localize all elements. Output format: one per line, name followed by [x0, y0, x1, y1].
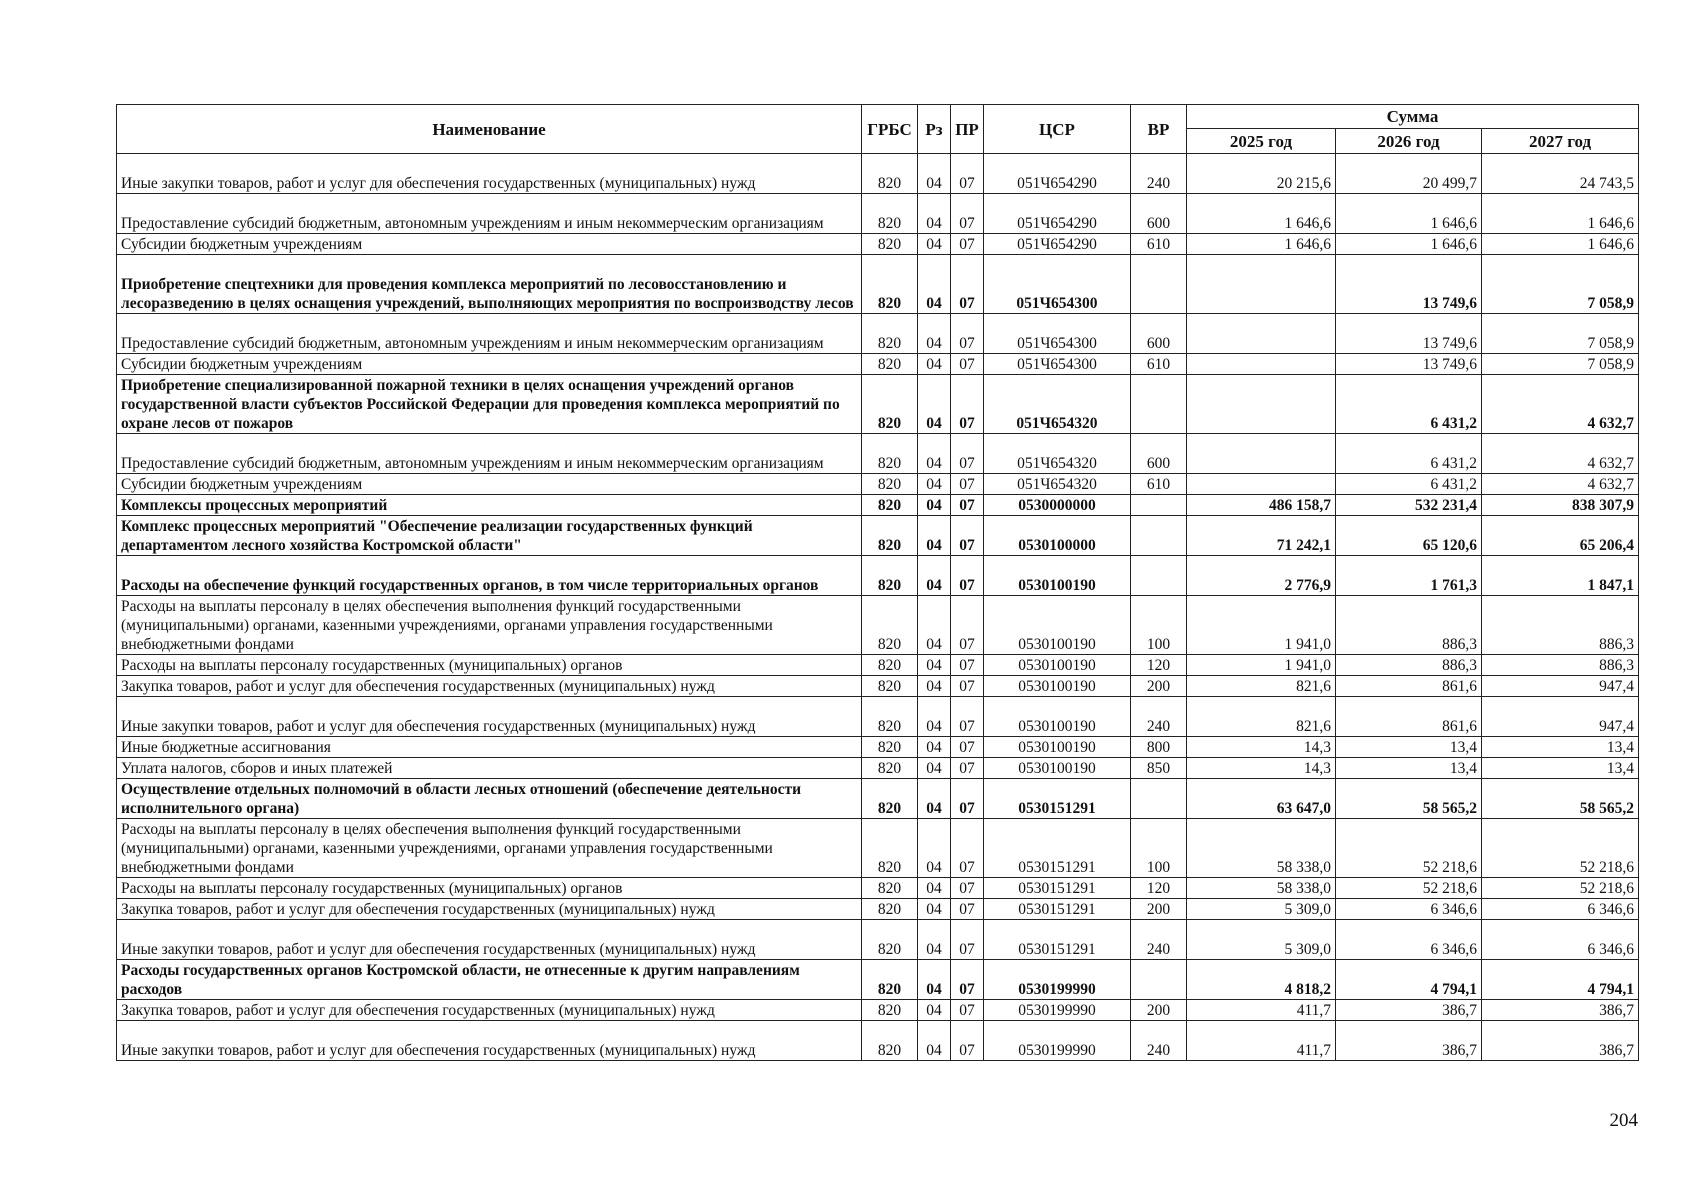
cell-2027: 1 847,1	[1482, 556, 1639, 596]
cell-rz: 04	[918, 234, 951, 255]
cell-rz: 04	[918, 474, 951, 495]
cell-2026: 1 646,6	[1336, 234, 1482, 255]
cell-pr: 07	[951, 495, 984, 516]
cell-name: Закупка товаров, работ и услуг для обеспечения государственных (муниципальных) нужд	[117, 899, 862, 920]
cell-2025	[1187, 474, 1336, 495]
cell-name: Приобретение спецтехники для проведения комплекса мероприятий по лесовосстановлению и лесоразведению в целях оснащения учреждений, выполняющих мероприятия по воспроизводству лесов	[117, 255, 862, 314]
cell-2025: 821,6	[1187, 697, 1336, 737]
cell-rz: 04	[918, 758, 951, 779]
cell-2026: 52 218,6	[1336, 819, 1482, 878]
col-header-csr: ЦСР	[984, 105, 1131, 154]
cell-csr: 051Ч654300	[984, 354, 1131, 375]
cell-2027: 65 206,4	[1482, 516, 1639, 556]
cell-2026: 6 346,6	[1336, 920, 1482, 960]
table-row	[117, 920, 1639, 960]
cell-rz: 04	[918, 779, 951, 819]
cell-2027: 24 743,5	[1482, 154, 1639, 194]
cell-csr: 051Ч654320	[984, 434, 1131, 474]
cell-name: Иные закупки товаров, работ и услуг для обеспечения государственных (муниципальных) нужд	[117, 697, 862, 737]
table-row	[117, 516, 1639, 556]
cell-grbs: 820	[862, 495, 918, 516]
cell-rz: 04	[918, 737, 951, 758]
table-row	[117, 434, 1639, 474]
cell-2027: 4 632,7	[1482, 434, 1639, 474]
cell-name: Расходы на выплаты персоналу государственных (муниципальных) органов	[117, 878, 862, 899]
cell-2026: 886,3	[1336, 655, 1482, 676]
cell-name: Субсидии бюджетным учреждениям	[117, 354, 862, 375]
cell-grbs: 820	[862, 1000, 918, 1021]
cell-2027: 7 058,9	[1482, 314, 1639, 354]
cell-pr: 07	[951, 516, 984, 556]
table-row	[117, 960, 1639, 1000]
cell-pr: 07	[951, 779, 984, 819]
cell-2025: 63 647,0	[1187, 779, 1336, 819]
cell-name: Предоставление субсидий бюджетным, автономным учреждениям и иным некоммерческим организациям	[117, 194, 862, 234]
cell-grbs: 820	[862, 314, 918, 354]
cell-name: Закупка товаров, работ и услуг для обеспечения государственных (муниципальных) нужд	[117, 1000, 862, 1021]
cell-grbs: 820	[862, 1021, 918, 1061]
cell-csr: 0530151291	[984, 878, 1131, 899]
cell-2025: 58 338,0	[1187, 878, 1336, 899]
cell-csr: 0530100190	[984, 556, 1131, 596]
cell-csr: 0530199990	[984, 1000, 1131, 1021]
col-header-vr: ВР	[1131, 105, 1187, 154]
cell-2025: 20 215,6	[1187, 154, 1336, 194]
cell-2027: 838 307,9	[1482, 495, 1639, 516]
table-row	[117, 354, 1639, 375]
cell-2027: 886,3	[1482, 596, 1639, 655]
cell-name: Иные бюджетные ассигнования	[117, 737, 862, 758]
cell-2025: 411,7	[1187, 1021, 1336, 1061]
cell-pr: 07	[951, 655, 984, 676]
cell-rz: 04	[918, 516, 951, 556]
cell-2026: 58 565,2	[1336, 779, 1482, 819]
cell-2027: 6 346,6	[1482, 899, 1639, 920]
cell-grbs: 820	[862, 556, 918, 596]
cell-2027: 4 632,7	[1482, 474, 1639, 495]
cell-rz: 04	[918, 697, 951, 737]
cell-2026: 20 499,7	[1336, 154, 1482, 194]
cell-csr: 051Ч654290	[984, 154, 1131, 194]
cell-grbs: 820	[862, 596, 918, 655]
cell-csr: 051Ч654320	[984, 474, 1131, 495]
cell-csr: 0530100000	[984, 516, 1131, 556]
cell-pr: 07	[951, 1000, 984, 1021]
cell-grbs: 820	[862, 434, 918, 474]
table-body	[117, 154, 1639, 1061]
table-row	[117, 878, 1639, 899]
cell-vr	[1131, 375, 1187, 434]
cell-grbs: 820	[862, 758, 918, 779]
cell-vr: 610	[1131, 474, 1187, 495]
cell-grbs: 820	[862, 194, 918, 234]
cell-vr	[1131, 556, 1187, 596]
cell-2025: 2 776,9	[1187, 556, 1336, 596]
table-row	[117, 596, 1639, 655]
cell-2027: 7 058,9	[1482, 354, 1639, 375]
cell-grbs: 820	[862, 375, 918, 434]
cell-pr: 07	[951, 697, 984, 737]
cell-vr	[1131, 779, 1187, 819]
cell-name: Предоставление субсидий бюджетным, автономным учреждениям и иным некоммерческим организациям	[117, 434, 862, 474]
cell-pr: 07	[951, 354, 984, 375]
cell-2026: 386,7	[1336, 1021, 1482, 1061]
table-row	[117, 899, 1639, 920]
cell-csr: 0530100190	[984, 758, 1131, 779]
cell-name: Субсидии бюджетным учреждениям	[117, 474, 862, 495]
table-row	[117, 676, 1639, 697]
cell-2025: 1 646,6	[1187, 234, 1336, 255]
cell-csr: 0530151291	[984, 779, 1131, 819]
table-row	[117, 758, 1639, 779]
col-header-grbs: ГРБС	[862, 105, 918, 154]
cell-pr: 07	[951, 314, 984, 354]
cell-rz: 04	[918, 255, 951, 314]
cell-grbs: 820	[862, 154, 918, 194]
cell-2026: 861,6	[1336, 676, 1482, 697]
cell-rz: 04	[918, 154, 951, 194]
cell-2027: 58 565,2	[1482, 779, 1639, 819]
cell-rz: 04	[918, 676, 951, 697]
cell-rz: 04	[918, 1000, 951, 1021]
table-row	[117, 375, 1639, 434]
cell-2026: 4 794,1	[1336, 960, 1482, 1000]
cell-grbs: 820	[862, 516, 918, 556]
page-number: 204	[1609, 1110, 1638, 1131]
cell-name: Расходы на обеспечение функций государственных органов, в том числе территориальных органов	[117, 556, 862, 596]
cell-2025: 5 309,0	[1187, 899, 1336, 920]
cell-name: Субсидии бюджетным учреждениям	[117, 234, 862, 255]
cell-2025: 14,3	[1187, 737, 1336, 758]
cell-grbs: 820	[862, 234, 918, 255]
col-header-rz: Рз	[918, 105, 951, 154]
cell-csr: 0530100190	[984, 596, 1131, 655]
cell-csr: 0530000000	[984, 495, 1131, 516]
table-row	[117, 234, 1639, 255]
cell-csr: 051Ч654300	[984, 255, 1131, 314]
cell-2026: 1 761,3	[1336, 556, 1482, 596]
cell-vr: 200	[1131, 899, 1187, 920]
cell-2026: 6 431,2	[1336, 434, 1482, 474]
cell-name: Комплекс процессных мероприятий "Обеспечение реализации государственных функций департаментом лесного хозяйства Костромской области"	[117, 516, 862, 556]
cell-2027: 4 632,7	[1482, 375, 1639, 434]
cell-name: Иные закупки товаров, работ и услуг для обеспечения государственных (муниципальных) нужд	[117, 920, 862, 960]
cell-2027: 386,7	[1482, 1000, 1639, 1021]
cell-rz: 04	[918, 434, 951, 474]
cell-vr: 120	[1131, 655, 1187, 676]
cell-2027: 1 646,6	[1482, 234, 1639, 255]
budget-table-sheet	[116, 104, 1638, 1061]
cell-2025: 71 242,1	[1187, 516, 1336, 556]
cell-2026: 13 749,6	[1336, 314, 1482, 354]
cell-2025	[1187, 434, 1336, 474]
cell-2027: 886,3	[1482, 655, 1639, 676]
cell-vr	[1131, 255, 1187, 314]
col-header-name: Наименование	[117, 105, 862, 154]
cell-csr: 0530151291	[984, 920, 1131, 960]
cell-vr: 610	[1131, 234, 1187, 255]
cell-2025	[1187, 354, 1336, 375]
table-row	[117, 314, 1639, 354]
cell-pr: 07	[951, 234, 984, 255]
cell-2027: 13,4	[1482, 737, 1639, 758]
cell-vr	[1131, 960, 1187, 1000]
cell-pr: 07	[951, 819, 984, 878]
cell-csr: 0530199990	[984, 960, 1131, 1000]
cell-grbs: 820	[862, 255, 918, 314]
cell-2025: 1 646,6	[1187, 194, 1336, 234]
cell-name: Осуществление отдельных полномочий в области лесных отношений (обеспечение деятельности исполнительного органа)	[117, 779, 862, 819]
cell-pr: 07	[951, 758, 984, 779]
cell-rz: 04	[918, 819, 951, 878]
table-row	[117, 819, 1639, 878]
cell-2027: 7 058,9	[1482, 255, 1639, 314]
cell-vr: 240	[1131, 697, 1187, 737]
cell-rz: 04	[918, 960, 951, 1000]
cell-pr: 07	[951, 194, 984, 234]
cell-name: Предоставление субсидий бюджетным, автономным учреждениям и иным некоммерческим организациям	[117, 314, 862, 354]
cell-name: Закупка товаров, работ и услуг для обеспечения государственных (муниципальных) нужд	[117, 676, 862, 697]
cell-2027: 1 646,6	[1482, 194, 1639, 234]
cell-grbs: 820	[862, 779, 918, 819]
cell-vr: 120	[1131, 878, 1187, 899]
cell-2026: 386,7	[1336, 1000, 1482, 1021]
table-row	[117, 655, 1639, 676]
cell-2027: 52 218,6	[1482, 878, 1639, 899]
cell-vr: 240	[1131, 920, 1187, 960]
cell-2027: 6 346,6	[1482, 920, 1639, 960]
cell-vr: 200	[1131, 676, 1187, 697]
cell-2026: 13,4	[1336, 758, 1482, 779]
cell-grbs: 820	[862, 920, 918, 960]
cell-csr: 0530100190	[984, 737, 1131, 758]
cell-2025: 14,3	[1187, 758, 1336, 779]
cell-vr: 850	[1131, 758, 1187, 779]
col-header-pr: ПР	[951, 105, 984, 154]
cell-2027: 4 794,1	[1482, 960, 1639, 1000]
cell-2026: 6 431,2	[1336, 474, 1482, 495]
cell-2025: 411,7	[1187, 1000, 1336, 1021]
cell-csr: 0530151291	[984, 819, 1131, 878]
table-row	[117, 556, 1639, 596]
cell-csr: 0530151291	[984, 899, 1131, 920]
cell-2026: 886,3	[1336, 596, 1482, 655]
cell-rz: 04	[918, 495, 951, 516]
cell-rz: 04	[918, 920, 951, 960]
cell-grbs: 820	[862, 878, 918, 899]
cell-csr: 051Ч654300	[984, 314, 1131, 354]
cell-2027: 52 218,6	[1482, 819, 1639, 878]
cell-vr: 800	[1131, 737, 1187, 758]
cell-grbs: 820	[862, 474, 918, 495]
cell-2027: 13,4	[1482, 758, 1639, 779]
cell-2025: 1 941,0	[1187, 655, 1336, 676]
cell-csr: 051Ч654320	[984, 375, 1131, 434]
cell-name: Уплата налогов, сборов и иных платежей	[117, 758, 862, 779]
cell-vr: 600	[1131, 434, 1187, 474]
table-row	[117, 194, 1639, 234]
cell-2026: 65 120,6	[1336, 516, 1482, 556]
cell-csr: 051Ч654290	[984, 234, 1131, 255]
cell-grbs: 820	[862, 697, 918, 737]
cell-pr: 07	[951, 737, 984, 758]
cell-pr: 07	[951, 375, 984, 434]
cell-name: Расходы на выплаты персоналу государственных (муниципальных) органов	[117, 655, 862, 676]
cell-pr: 07	[951, 596, 984, 655]
cell-pr: 07	[951, 1021, 984, 1061]
cell-2026: 861,6	[1336, 697, 1482, 737]
cell-2026: 1 646,6	[1336, 194, 1482, 234]
cell-csr: 0530100190	[984, 655, 1131, 676]
cell-name: Иные закупки товаров, работ и услуг для обеспечения государственных (муниципальных) нужд	[117, 1021, 862, 1061]
cell-2026: 6 346,6	[1336, 899, 1482, 920]
cell-csr: 0530100190	[984, 697, 1131, 737]
cell-rz: 04	[918, 375, 951, 434]
cell-pr: 07	[951, 899, 984, 920]
cell-2027: 386,7	[1482, 1021, 1639, 1061]
cell-name: Расходы на выплаты персоналу в целях обеспечения выполнения функций государственными (муниципальными) органами, казенными учреждениями, органами управления государственными внебюджетными фондами	[117, 819, 862, 878]
cell-2025: 5 309,0	[1187, 920, 1336, 960]
cell-2025: 821,6	[1187, 676, 1336, 697]
cell-grbs: 820	[862, 354, 918, 375]
cell-2026: 532 231,4	[1336, 495, 1482, 516]
cell-pr: 07	[951, 960, 984, 1000]
table-header	[117, 105, 1639, 154]
table-row	[117, 474, 1639, 495]
cell-2026: 52 218,6	[1336, 878, 1482, 899]
cell-rz: 04	[918, 556, 951, 596]
cell-2026: 13,4	[1336, 737, 1482, 758]
cell-rz: 04	[918, 354, 951, 375]
cell-grbs: 820	[862, 960, 918, 1000]
cell-pr: 07	[951, 878, 984, 899]
cell-grbs: 820	[862, 676, 918, 697]
cell-2025: 1 941,0	[1187, 596, 1336, 655]
cell-name: Комплексы процессных мероприятий	[117, 495, 862, 516]
cell-2027: 947,4	[1482, 676, 1639, 697]
table-row	[117, 255, 1639, 314]
cell-vr: 100	[1131, 819, 1187, 878]
cell-rz: 04	[918, 878, 951, 899]
cell-grbs: 820	[862, 655, 918, 676]
cell-pr: 07	[951, 434, 984, 474]
cell-vr	[1131, 495, 1187, 516]
cell-2025	[1187, 314, 1336, 354]
cell-2027: 947,4	[1482, 697, 1639, 737]
cell-csr: 0530199990	[984, 1021, 1131, 1061]
cell-rz: 04	[918, 655, 951, 676]
cell-name: Иные закупки товаров, работ и услуг для обеспечения государственных (муниципальных) нужд	[117, 154, 862, 194]
cell-pr: 07	[951, 676, 984, 697]
col-header-2027: 2027 год	[1482, 129, 1639, 154]
cell-pr: 07	[951, 255, 984, 314]
cell-2025	[1187, 255, 1336, 314]
table-row	[117, 1000, 1639, 1021]
cell-2025: 486 158,7	[1187, 495, 1336, 516]
cell-rz: 04	[918, 596, 951, 655]
table-row	[117, 495, 1639, 516]
cell-2025: 58 338,0	[1187, 819, 1336, 878]
cell-rz: 04	[918, 194, 951, 234]
cell-vr: 610	[1131, 354, 1187, 375]
table-row	[117, 1021, 1639, 1061]
cell-rz: 04	[918, 899, 951, 920]
cell-name: Приобретение специализированной пожарной техники в целях оснащения учреждений органов государственной власти субъектов Российской Федерации для проведения комплекса мероприятий по охране лесов от пожаров	[117, 375, 862, 434]
cell-csr: 0530100190	[984, 676, 1131, 697]
cell-rz: 04	[918, 1021, 951, 1061]
cell-name: Расходы государственных органов Костромской области, не отнесенные к другим направлениям расходов	[117, 960, 862, 1000]
budget-table	[116, 104, 1639, 1061]
cell-vr: 240	[1131, 1021, 1187, 1061]
col-header-sum: Сумма	[1187, 105, 1639, 129]
table-row	[117, 779, 1639, 819]
cell-2026: 6 431,2	[1336, 375, 1482, 434]
cell-vr: 600	[1131, 194, 1187, 234]
table-row	[117, 737, 1639, 758]
table-row	[117, 154, 1639, 194]
cell-grbs: 820	[862, 899, 918, 920]
cell-grbs: 820	[862, 737, 918, 758]
cell-vr: 600	[1131, 314, 1187, 354]
cell-rz: 04	[918, 314, 951, 354]
cell-vr	[1131, 516, 1187, 556]
cell-csr: 051Ч654290	[984, 194, 1131, 234]
col-header-2026: 2026 год	[1336, 129, 1482, 154]
cell-pr: 07	[951, 556, 984, 596]
cell-2026: 13 749,6	[1336, 354, 1482, 375]
table-row	[117, 697, 1639, 737]
cell-vr: 100	[1131, 596, 1187, 655]
cell-2026: 13 749,6	[1336, 255, 1482, 314]
col-header-2025: 2025 год	[1187, 129, 1336, 154]
cell-grbs: 820	[862, 819, 918, 878]
cell-2025: 4 818,2	[1187, 960, 1336, 1000]
cell-pr: 07	[951, 474, 984, 495]
cell-pr: 07	[951, 920, 984, 960]
cell-pr: 07	[951, 154, 984, 194]
cell-vr: 240	[1131, 154, 1187, 194]
cell-2025	[1187, 375, 1336, 434]
cell-vr: 200	[1131, 1000, 1187, 1021]
cell-name: Расходы на выплаты персоналу в целях обеспечения выполнения функций государственными (муниципальными) органами, казенными учреждениями, органами управления государственными внебюджетными фондами	[117, 596, 862, 655]
